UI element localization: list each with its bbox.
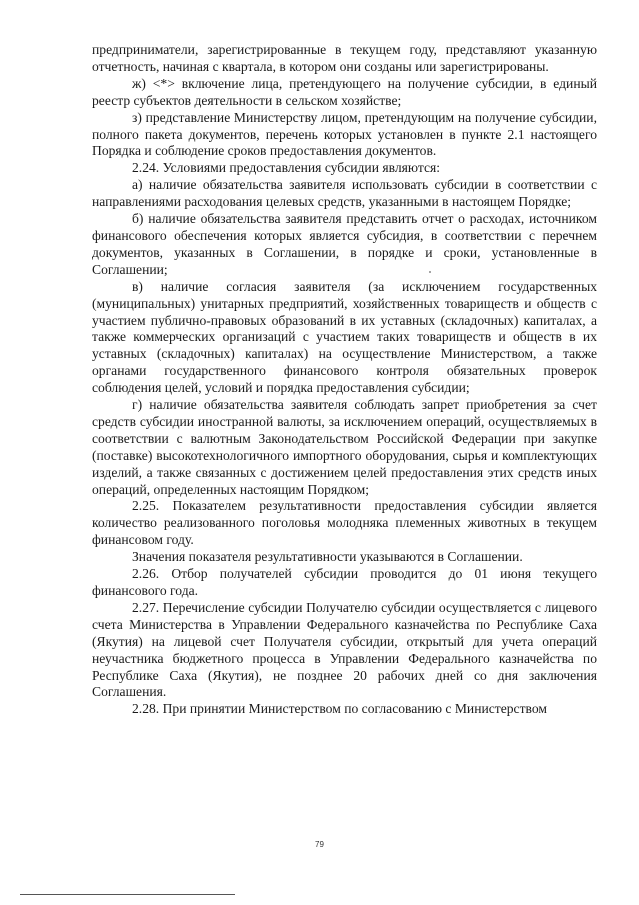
section-2-24-heading: 2.24. Условиями предоставления субсидии являются: (132, 160, 441, 176)
paragraph-item-v: в) наличие согласия заявителя (за исключением государственных (муниципальных) унитарных предприятий, хозяйственных товариществ и обществ с участием публично-правовых образований в их уставных (складочных) капиталах, а также коммерческих организаций с участием таких товариществ и обществ в их уставных (складочных) капиталах) на осуществление Министерством, а также органами государственного финансового контроля обязательных проверок соблюдения целей, условий и порядка предоставления субсидии; (92, 278, 597, 396)
scan-edge-line (20, 894, 235, 895)
section-2-25: 2.25. Показателем результативности предоставления субсидии является количество реализованного поголовья молодняка племенных животных в текущем финансовом году. (92, 498, 597, 548)
paragraph-item-zh: ж) <*> включение лица, претендующего на получение субсидии, в единый реестр субъектов деятельности в сельском хозяйстве; (92, 75, 597, 108)
paragraph-item-a: а) наличие обязательства заявителя использовать субсидии в соответствии с направлениями расходования целевых средств, указанными в настоящем Порядке; (92, 177, 597, 210)
section-2-27: 2.27. Перечисление субсидии Получателю субсидии осуществляется с лицевого счета Министерства в Управлении Федерального казначейства по Республике Саха (Якутия) на лицевой счет Получателя субсидии, открытый для учета операций неучастника бюджетного процесса в Управлении Федерального казначейства по Республике Саха (Якутия), не позднее 20 рабочих дней со дня заключения Соглашения. (92, 599, 597, 700)
paragraph-item-z: з) представление Министерству лицом, претендующим на получение субсидии, полного пакета документов, перечень которых установлен в пункте 2.1 настоящего Порядка и соблюдение сроков предоставления документов. (92, 109, 597, 159)
page-number: 79 (315, 840, 324, 849)
document-body (92, 42, 597, 718)
scan-speck (429, 271, 431, 273)
section-2-28: 2.28. При принятии Министерством по согласованию с Министерством (132, 701, 547, 717)
section-2-26: 2.26. Отбор получателей субсидии проводится до 01 июня текущего финансового года. (92, 566, 597, 598)
paragraph-continuation: предприниматели, зарегистрированные в текущем году, представляют указанную отчетность, начиная с квартала, в котором они созданы или зарегистрированы. (92, 42, 597, 74)
paragraph-item-b: б) наличие обязательства заявителя представить отчет о расходах, источником финансового обеспечения которых является субсидия, в соответствии с перечнем документов, указанных в Соглашении, в порядке и сроки, установленные в Соглашении; (92, 211, 597, 277)
paragraph-indicator-values: Значения показателя результативности указываются в Соглашении. (132, 549, 523, 565)
paragraph-item-g: г) наличие обязательства заявителя соблюдать запрет приобретения за счет средств субсидии иностранной валюты, за исключением операций, осуществляемых в соответствии с валютным Законодательством Российской Федерации при закупке (поставке) высокотехнологичного импортного оборудования, сырья и комплектующих изделий, а также связанных с достижением целей предоставления этих средств иных операций, определенных настоящим Порядком; (92, 397, 597, 497)
